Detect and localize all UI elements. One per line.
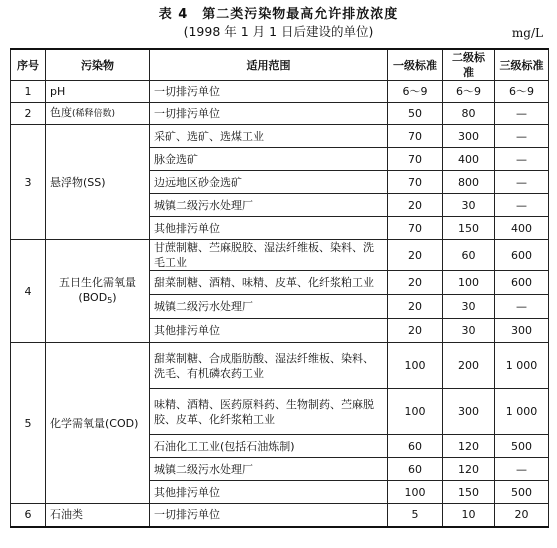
formula-close: ) — [112, 290, 117, 304]
grade1-cell: 70 — [388, 171, 443, 194]
grade3-cell: — — [495, 103, 549, 125]
header-row — [11, 49, 549, 81]
seq-cell: 5 — [11, 343, 46, 504]
table-row — [11, 343, 549, 389]
scope-cell: 味精、酒精、医药原料药、生物制药、苎麻脱胶、皮革、化纤浆粕工业 — [150, 389, 388, 435]
grade2-cell: 60 — [443, 240, 495, 271]
grade1-cell: 20 — [388, 295, 443, 319]
seq-cell: 4 — [11, 240, 46, 343]
formula-text: (BOD — [78, 290, 108, 304]
grade1-cell: 20 — [388, 319, 443, 343]
grade3-cell: 1 000 — [495, 343, 549, 389]
pollutant-cell — [46, 103, 150, 125]
grade1-cell: 100 — [388, 481, 443, 504]
grade1-cell: 6～9 — [388, 81, 443, 103]
table-row — [11, 504, 549, 527]
scope-cell: 其他排污单位 — [150, 481, 388, 504]
unit-label: mg/L — [511, 26, 543, 40]
grade3-cell: 500 — [495, 481, 549, 504]
grade2-cell: 10 — [443, 504, 495, 527]
pollutant-cell — [46, 240, 150, 343]
grade1-cell: 50 — [388, 103, 443, 125]
grade2-cell: 30 — [443, 319, 495, 343]
scope-cell: 一切排污单位 — [150, 81, 388, 103]
scope-cell: 甘蔗制糖、苎麻脱胶、湿法纤维板、染料、洗毛工业 — [150, 240, 388, 271]
header-grade3: 三级标准 — [495, 49, 549, 81]
grade3-cell: 6～9 — [495, 81, 549, 103]
pollutant-note: (稀释倍数) — [72, 109, 116, 119]
scope-cell: 甜菜制糖、合成脂肪酸、湿法纤维板、染料、洗毛、有机磷农药工业 — [150, 343, 388, 389]
grade1-cell: 20 — [388, 240, 443, 271]
scope-cell: 城镇二级污水处理厂 — [150, 295, 388, 319]
grade2-cell: 80 — [443, 103, 495, 125]
grade3-cell: — — [495, 125, 549, 148]
seq-cell: 3 — [11, 125, 46, 240]
grade1-cell: 20 — [388, 271, 443, 295]
table-row — [11, 103, 549, 125]
grade3-cell: 600 — [495, 240, 549, 271]
scope-cell: 石油化工工业(包括石油炼制) — [150, 435, 388, 458]
grade2-cell: 30 — [443, 194, 495, 217]
header-pollutant: 污染物 — [46, 49, 150, 81]
grade1-cell: 100 — [388, 343, 443, 389]
table-subtitle: (1998 年 1 月 1 日后建设的单位) — [183, 24, 374, 39]
grade3-cell: — — [495, 458, 549, 481]
grade2-cell: 300 — [443, 125, 495, 148]
grade3-cell: — — [495, 194, 549, 217]
scope-cell: 边远地区砂金选矿 — [150, 171, 388, 194]
grade3-cell: — — [495, 295, 549, 319]
grade2-cell: 300 — [443, 389, 495, 435]
pollutant-standards-table — [10, 48, 549, 528]
grade2-cell: 400 — [443, 148, 495, 171]
scope-cell: 一切排污单位 — [150, 504, 388, 527]
pollutant-name: 五日生化需氧量 — [59, 275, 136, 289]
grade2-cell: 150 — [443, 481, 495, 504]
grade2-cell: 120 — [443, 435, 495, 458]
scope-cell: 城镇二级污水处理厂 — [150, 194, 388, 217]
pollutant-name: 色度 — [50, 106, 72, 119]
scope-cell: 脉金选矿 — [150, 148, 388, 171]
grade3-cell: 400 — [495, 217, 549, 240]
grade2-cell: 30 — [443, 295, 495, 319]
grade1-cell: 100 — [388, 389, 443, 435]
grade1-cell: 60 — [388, 458, 443, 481]
grade1-cell: 20 — [388, 194, 443, 217]
grade1-cell: 70 — [388, 217, 443, 240]
table-row — [11, 81, 549, 103]
formula-subscript: 5 — [107, 295, 113, 305]
pollutant-cell: 化学需氧量(COD) — [46, 343, 150, 504]
grade2-cell: 200 — [443, 343, 495, 389]
pollutant-cell: 石油类 — [46, 504, 150, 527]
grade2-cell: 150 — [443, 217, 495, 240]
table-title: 表 4 第二类污染物最高允许排放浓度 — [158, 7, 399, 22]
seq-cell: 6 — [11, 504, 46, 527]
grade3-cell: 500 — [495, 435, 549, 458]
grade3-cell: — — [495, 171, 549, 194]
grade1-cell: 70 — [388, 148, 443, 171]
scope-cell: 城镇二级污水处理厂 — [150, 458, 388, 481]
grade3-cell: 600 — [495, 271, 549, 295]
grade2-cell: 120 — [443, 458, 495, 481]
grade2-cell: 800 — [443, 171, 495, 194]
header-grade2: 二级标准 — [443, 49, 495, 81]
table-row — [11, 240, 549, 271]
scope-cell: 采矿、选矿、选煤工业 — [150, 125, 388, 148]
grade2-cell: 6～9 — [443, 81, 495, 103]
pollutant-cell: pH — [46, 81, 150, 103]
scope-cell: 甜菜制糖、酒精、味精、皮革、化纤浆粕工业 — [150, 271, 388, 295]
grade2-cell: 100 — [443, 271, 495, 295]
grade1-cell: 5 — [388, 504, 443, 527]
seq-cell: 1 — [11, 81, 46, 103]
header-seq: 序号 — [11, 49, 46, 81]
scope-cell: 一切排污单位 — [150, 103, 388, 125]
grade1-cell: 70 — [388, 125, 443, 148]
seq-cell: 2 — [11, 103, 46, 125]
scope-cell: 其他排污单位 — [150, 217, 388, 240]
scope-cell: 其他排污单位 — [150, 319, 388, 343]
pollutant-formula — [50, 290, 145, 308]
grade3-cell: — — [495, 148, 549, 171]
grade3-cell: 20 — [495, 504, 549, 527]
grade3-cell: 1 000 — [495, 389, 549, 435]
pollutant-cell: 悬浮物(SS) — [46, 125, 150, 240]
header-grade1: 一级标准 — [388, 49, 443, 81]
grade3-cell: 300 — [495, 319, 549, 343]
grade1-cell: 60 — [388, 435, 443, 458]
table-row — [11, 125, 549, 148]
header-scope: 适用范围 — [150, 49, 388, 81]
